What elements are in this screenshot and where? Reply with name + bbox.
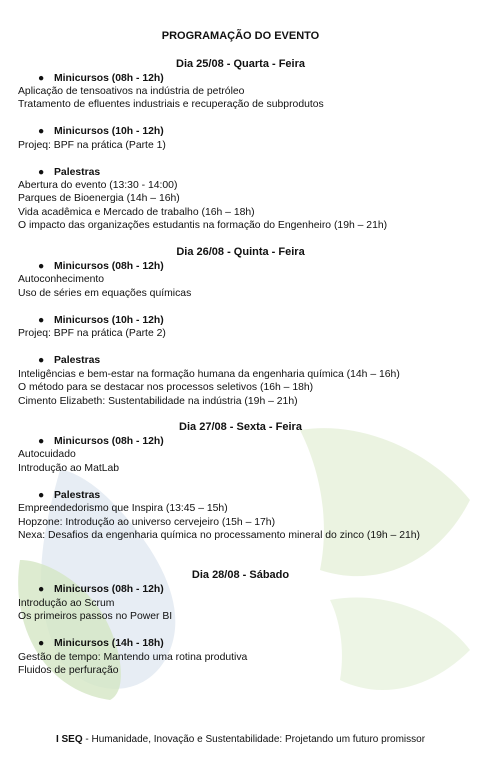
bullet-icon: ● bbox=[38, 167, 45, 178]
bullet-icon: ● bbox=[38, 73, 45, 84]
list-item: Hopzone: Introdução ao universo cervejeiro (15h – 17h) bbox=[18, 517, 276, 528]
list-item: Aplicação de tensoativos na indústria de petróleo bbox=[18, 86, 245, 97]
section-heading bbox=[38, 260, 164, 273]
list-item: Parques de Bioenergia (14h – 16h) bbox=[18, 193, 180, 204]
day-heading-27-08: Dia 27/08 - Sexta - Feira bbox=[179, 421, 302, 433]
section-heading bbox=[38, 314, 164, 327]
list-item: Uso de séries em equações químicas bbox=[18, 288, 192, 299]
list-item: Projeq: BPF na prática (Parte 1) bbox=[18, 140, 166, 151]
section-heading bbox=[38, 166, 100, 179]
bullet-icon: ● bbox=[38, 490, 45, 501]
list-item: Fluidos de perfuração bbox=[18, 665, 119, 676]
list-item: Os primeiros passos no Power BI bbox=[18, 611, 173, 622]
bullet-icon: ● bbox=[38, 126, 45, 137]
section-heading-label: Palestras bbox=[54, 490, 101, 501]
list-item: Gestão de tempo: Mantendo uma rotina produtiva bbox=[18, 652, 248, 663]
list-item: Projeq: BPF na prática (Parte 2) bbox=[18, 328, 166, 339]
section-heading bbox=[38, 435, 164, 448]
day-heading-25-08: Dia 25/08 - Quarta - Feira bbox=[176, 58, 305, 70]
bullet-icon: ● bbox=[38, 638, 45, 649]
section-heading-label: Minicursos (08h - 12h) bbox=[54, 73, 164, 84]
list-item: Cimento Elizabeth: Sustentabilidade na indústria (19h – 21h) bbox=[18, 396, 298, 407]
leaf-shape-right bbox=[300, 428, 470, 576]
section-heading bbox=[38, 125, 164, 138]
day-heading-26-08: Dia 26/08 - Quinta - Feira bbox=[176, 246, 305, 258]
section-heading bbox=[38, 72, 164, 85]
list-item: O método para se destacar nos processos seletivos (16h – 18h) bbox=[18, 382, 314, 393]
day-heading-28-08: Dia 28/08 - Sábado bbox=[191, 569, 290, 581]
section-heading-label: Minicursos (08h - 12h) bbox=[54, 584, 164, 595]
footer-event-name: I SEQ bbox=[55, 734, 83, 745]
list-item: Introdução ao Scrum bbox=[18, 598, 115, 609]
list-item: Empreendedorismo que Inspira (13:45 – 15h) bbox=[18, 503, 228, 514]
section-heading bbox=[38, 637, 164, 650]
section-heading-label: Palestras bbox=[54, 167, 101, 178]
list-item: Introdução ao MatLab bbox=[18, 463, 120, 474]
section-heading-label: Minicursos (10h - 12h) bbox=[54, 315, 164, 326]
list-item: Nexa: Desafios da engenharia química no processamento mineral do zinco (19h – 21h) bbox=[18, 530, 421, 541]
section-heading-label: Minicursos (14h - 18h) bbox=[54, 638, 164, 649]
section-heading-label: Minicursos (10h - 12h) bbox=[54, 126, 164, 137]
list-item: Vida acadêmica e Mercado de trabalho (16h – 18h) bbox=[18, 207, 255, 218]
section-heading-label: Minicursos (08h - 12h) bbox=[54, 436, 164, 447]
section-heading-label: Minicursos (08h - 12h) bbox=[54, 261, 164, 272]
bullet-icon: ● bbox=[38, 261, 45, 272]
section-heading bbox=[38, 354, 100, 367]
list-item: Autoconhecimento bbox=[18, 274, 105, 285]
section-heading bbox=[38, 583, 164, 596]
section-heading bbox=[38, 489, 100, 502]
list-item: Autocuidado bbox=[18, 449, 76, 460]
page-title: PROGRAMAÇÃO DO EVENTO bbox=[161, 30, 320, 42]
bullet-icon: ● bbox=[38, 584, 45, 595]
bullet-icon: ● bbox=[38, 355, 45, 366]
bullet-icon: ● bbox=[38, 315, 45, 326]
footer-tagline bbox=[0, 733, 481, 746]
section-heading-label: Palestras bbox=[54, 355, 101, 366]
leaf-shape-right-low bbox=[330, 597, 470, 690]
footer-text: - Humanidade, Inovação e Sustentabilidade: Projetando um futuro promissor bbox=[82, 734, 426, 745]
list-item: Inteligências e bem-estar na formação humana da engenharia química (14h – 16h) bbox=[18, 369, 400, 380]
bullet-icon: ● bbox=[38, 436, 45, 447]
list-item: Abertura do evento (13:30 - 14:00) bbox=[18, 180, 178, 191]
list-item: O impacto das organizações estudantis na formação do Engenheiro (19h – 21h) bbox=[18, 220, 388, 231]
list-item: Tratamento de efluentes industriais e recuperação de subprodutos bbox=[18, 99, 324, 110]
